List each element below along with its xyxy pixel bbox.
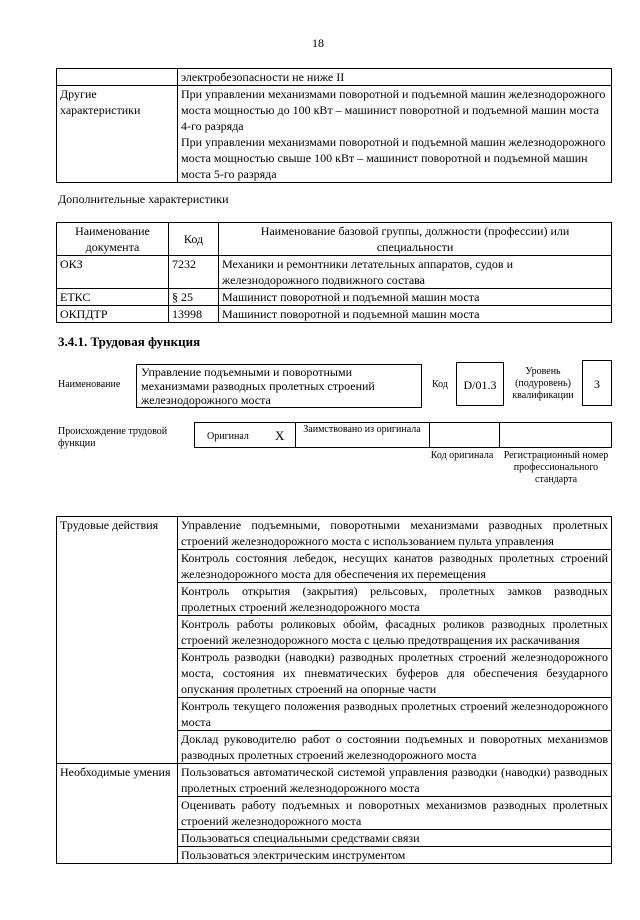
origin-label: Происхождение трудовой функции (58, 426, 168, 449)
column-header: Наименование базовой группы, должности (профессии) или специальности (219, 223, 612, 256)
row-label: Необходимые умения (57, 764, 178, 864)
name-label: Наименование (58, 379, 121, 390)
page-number: 18 (312, 36, 324, 50)
table-row (57, 69, 612, 86)
function-name: Управление подъемными и поворотными механизмами разводных пролетных строений железнодорожного моста (141, 365, 375, 407)
reg-number-label: Регистрационный номер профессионального стандарта (503, 450, 609, 485)
table-cell: ОКПДТР (57, 306, 169, 323)
labor-action: Контроль разводки (наводки) разводных пролетных строений железнодорожного моста, состояния их пневматических буферов для обеспечения безударного опускания пролетных строений на опорные части (178, 649, 612, 698)
level-box (582, 360, 612, 406)
table-cell: Механики и ремонтники летательных аппаратов, судов и железнодорожного подвижного состава (219, 256, 612, 289)
labor-action: Контроль работы роликовых обойм, фасадных роликов разводных пролетных строений железнодорожного моста с целью предотвращения их раскачивания (178, 616, 612, 649)
labor-action: Контроль текущего положения разводных пролетных строений железнодорожного моста (178, 698, 612, 731)
table-cell: 13998 (169, 306, 219, 323)
skill-item: Оценивать работу подъемных и поворотных механизмов разводных пролетных строений железнодорожного моста (178, 797, 612, 830)
row-label: Другие характеристики (57, 86, 178, 183)
original-label: Оригинал (207, 431, 249, 442)
skill-item: Пользоваться электрическим инструментом (178, 847, 612, 864)
borrowed-label: Заимствовано из оригинала (303, 424, 421, 435)
cell-divider (499, 423, 500, 447)
column-header: Код (169, 223, 219, 256)
code-original-label: Код оригинала (430, 450, 494, 461)
table-row (57, 86, 612, 183)
table-cell (178, 86, 612, 183)
table-cell: Машинист поворотной и подъемной машин моста (219, 306, 612, 323)
function-code-box (456, 362, 504, 406)
table-cell: § 25 (169, 289, 219, 306)
labor-action: Доклад руководителю работ о состоянии подъемных и поворотных механизмов разводных пролетных строений железнодорожного моста (178, 731, 612, 764)
cell-divider (429, 423, 430, 447)
original-mark: X (275, 428, 285, 443)
table-row (57, 517, 612, 550)
additional-title: Дополнительные характеристики (58, 192, 229, 206)
table-cell: ОКЗ (57, 256, 169, 289)
cell-divider (295, 423, 296, 447)
origin-row (194, 422, 612, 448)
table-row (57, 306, 612, 323)
row-label: Трудовые действия (57, 517, 178, 764)
function-name-box (136, 364, 422, 408)
table-cell: 7232 (169, 256, 219, 289)
column-header: Наименование документа (57, 223, 169, 256)
qualification-table (56, 68, 612, 183)
table-row (57, 289, 612, 306)
labor-action: Управление подъемными, поворотными механизмами разводных пролетных строений железнодорожного моста с использованием пульта управления (178, 517, 612, 550)
table-cell: Машинист поворотной и подъемной машин моста (219, 289, 612, 306)
table-cell: ЕТКС (57, 289, 169, 306)
code-label: Код (432, 379, 448, 390)
labor-table (56, 516, 612, 864)
level-label: Уровень (подуровень) квалификации (512, 366, 574, 401)
table-row (57, 256, 612, 289)
skill-item: Пользоваться автоматической системой управления разводки (наводки) разводных пролетных строений железнодорожного моста (178, 764, 612, 797)
table-header-row (57, 223, 612, 256)
section-title: 3.4.1. Трудовая функция (58, 334, 201, 349)
characteristic-text: При управлении механизмами поворотной и подъемной машин железнодорожного моста мощностью свыше 100 кВт – машинист поворотной и подъемной машин моста 5-го разряда (181, 135, 606, 181)
skill-item: Пользоваться специальными средствами связи (178, 830, 612, 847)
additional-table (56, 222, 612, 323)
function-code: D/01.3 (463, 378, 497, 392)
table-cell (57, 69, 178, 86)
level-value: 3 (594, 377, 600, 391)
table-row (57, 764, 612, 797)
labor-action: Контроль состояния лебедок, несущих канатов разводных пролетных строений железнодорожного моста для обеспечения их перемещения (178, 550, 612, 583)
characteristic-text: При управлении механизмами поворотной и подъемной машин железнодорожного моста мощностью до 100 кВт – машинист поворотной и подъемной машин моста 4-го разряда (181, 87, 606, 133)
table-cell: электробезопасности не ниже II (178, 69, 612, 86)
labor-action: Контроль открытия (закрытия) рельсовых, пролетных замков разводных пролетных строений железнодорожного моста (178, 583, 612, 616)
